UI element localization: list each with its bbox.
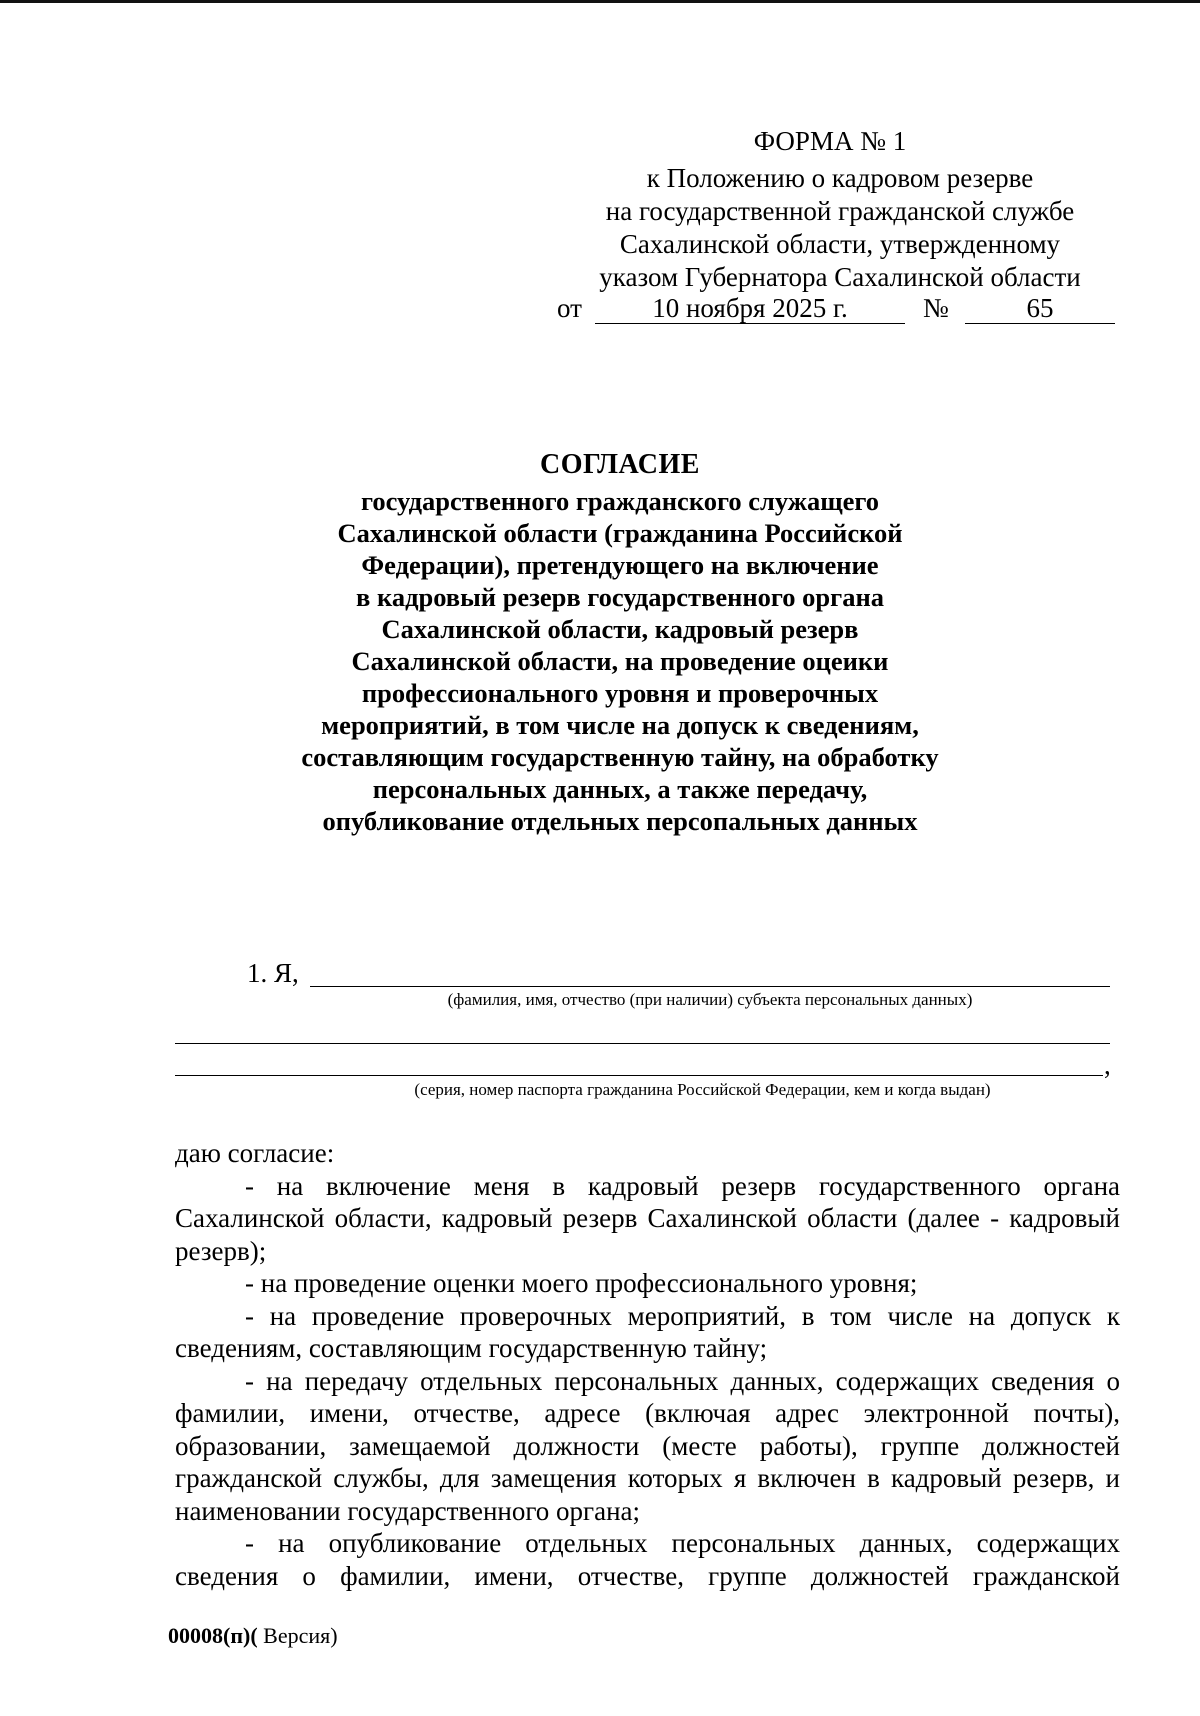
title-line: Сахалинской области (гражданина Российской (337, 518, 903, 548)
number-prefix: № (923, 293, 949, 323)
decree-date-line (555, 293, 1115, 327)
title-heading: СОГЛАСИЕ (540, 449, 700, 480)
passport-caption: (серия, номер паспорта гражданина Российской Федерации, кем и когда выдан) (414, 1080, 991, 1099)
document-title (260, 445, 980, 837)
title-line: в кадровый резерв государственного органа (356, 582, 884, 612)
footer-code-number: 00008(п)( (168, 1623, 258, 1648)
title-line: опубликование отдельных персопальных данных (322, 806, 918, 836)
consent-item: - на опубликование отдельных персональных данных, содержащих сведения о фамилии, имени, отчестве, группе должностей гражданской (175, 1528, 1120, 1591)
appendix-line: Сахалинской области, утвержденному (619, 229, 1061, 259)
decree-number: 65 (965, 293, 1115, 324)
appendix-block (560, 162, 1120, 294)
form-number: ФОРМА № 1 (753, 126, 907, 156)
footer-version: Версия) (257, 1623, 338, 1648)
title-line: государственного гражданского служащего (361, 486, 879, 516)
title-line: Федерации), претендующего на включение (361, 550, 879, 580)
full-name-caption: (фамилия, имя, отчество (при наличии) субъекта персональных данных) (447, 990, 973, 1009)
consent-body (175, 1137, 1120, 1592)
consent-item: - на передачу отдельных персональных данных, содержащих сведения о фамилии, имени, отчестве, адресе (включая адрес электронной почты), образовании, замещаемой должности (месте работы), группе должностей гражданской службы, для замещения которых я включен в кадровый резерв, и наименовании государственного органа; (175, 1365, 1120, 1526)
title-line: Сахалинской области, на проведение оцеики (351, 646, 889, 676)
title-line: персональных данных, а также передачу, (372, 774, 868, 804)
scan-top-edge (0, 0, 1200, 3)
footer-code (168, 1623, 338, 1649)
item-label: 1. Я, (247, 958, 299, 988)
consent-item: - на проведение проверочных мероприятий, в том числе на допуск к сведениям, составляющим государственную тайну; (175, 1300, 1120, 1363)
title-line: Сахалинской области, кадровый резерв (381, 614, 859, 644)
date-prefix: от (557, 293, 582, 323)
appendix-line: на государственной гражданской службе (605, 196, 1075, 226)
passport-field-line-2[interactable] (175, 1048, 1103, 1076)
passport-field-line-1[interactable] (175, 1015, 1110, 1044)
title-line: мероприятий, в том числе на допуск к сведениям, (321, 710, 919, 740)
consent-item: - на включение меня в кадровый резерв государственного органа Сахалинской области, кадровый резерв Сахалинской области (далее - кадровый резерв); (175, 1170, 1120, 1266)
appendix-line: к Положению о кадровом резерве (646, 163, 1034, 193)
title-line: составляющим государственную тайну, на обработку (301, 742, 939, 772)
decree-date: 10 ноября 2025 г. (595, 293, 905, 324)
consent-item: - на проведение оценки моего профессионального уровня; (245, 1268, 918, 1298)
appendix-line: указом Губернатора Сахалинской области (599, 262, 1081, 292)
full-name-field[interactable] (310, 958, 1110, 987)
consent-intro: даю согласие: (175, 1138, 335, 1168)
title-line: профессионального уровня и проверочных (361, 678, 879, 708)
passport-trailing-comma: , (1104, 1050, 1111, 1080)
